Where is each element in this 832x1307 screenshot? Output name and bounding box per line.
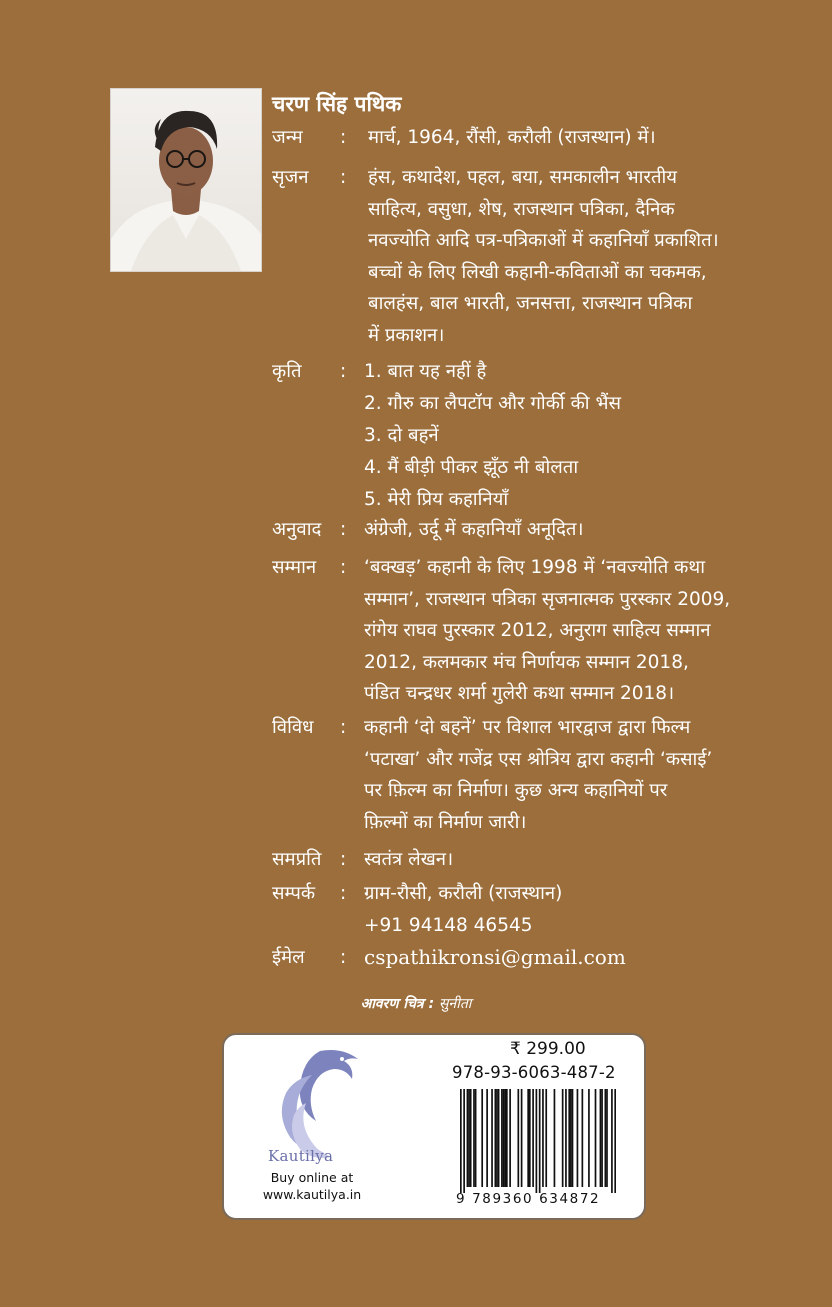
text-line: रांगेय राघव पुरस्कार 2012, अनुराग साहित्य सम्मान: [364, 620, 711, 641]
misc-label: विविध: [272, 717, 314, 738]
author-name: चरण सिंह पथिक: [272, 92, 402, 116]
colon: :: [340, 167, 347, 188]
barcode-bar: [470, 1089, 472, 1187]
barcode-bar: [539, 1089, 541, 1193]
colon: :: [340, 717, 347, 738]
text-line: बच्चों के लिए लिखी कहानी-कविताओं का चकमक,: [368, 261, 707, 283]
barcode-bar: [496, 1089, 498, 1187]
translation-value: अंग्रेजी, उर्दू में कहानियाँ अनूदित।: [364, 519, 584, 540]
barcode-bar: [595, 1089, 597, 1187]
barcode-bar: [529, 1089, 531, 1187]
author-photo: [110, 88, 262, 272]
barcode-bar: [503, 1089, 505, 1187]
buy-online: [252, 1169, 372, 1203]
birth-value: मार्च, 1964, रौंसी, करौली (राजस्थान) में।: [368, 127, 656, 148]
text-line: ‘बक्खड़’ कहानी के लिए 1998 में ‘नवज्योति कथा: [364, 557, 705, 578]
text-line: सम्मान’, राजस्थान पत्रिका सृजनात्मक पुरस्कार 2009,: [364, 588, 731, 610]
barcode-bar: [467, 1089, 469, 1187]
misc-value: [364, 712, 787, 838]
barcode-bar: [521, 1089, 523, 1187]
colon: :: [340, 127, 347, 148]
text-line: साहित्य, वसुधा, शेष, राजस्थान पत्रिका, दैनिक: [368, 198, 675, 220]
text-line: नवज्योति आदि पत्र-पत्रिकाओं में कहानियाँ प्रकाशित।: [368, 230, 719, 251]
barcode-bar: [494, 1089, 496, 1187]
email-label: ईमेल: [272, 947, 305, 968]
contact-phone: +91 94148 46545: [364, 914, 533, 936]
barcode: [460, 1089, 616, 1193]
barcode-bar: [536, 1089, 538, 1193]
barcode-bar: [475, 1089, 477, 1187]
barcode-bar: [572, 1089, 574, 1187]
text-line: में प्रकाशन।: [368, 324, 445, 346]
cover-credit-label: आवरण चित्र :: [360, 996, 435, 1012]
current-value: स्वतंत्र लेखन।: [364, 849, 454, 870]
works-label: कृति: [272, 361, 302, 382]
publisher-url: www.kautilya.in: [262, 1187, 362, 1202]
price-barcode-box: [222, 1033, 646, 1220]
barcode-bar: [601, 1089, 603, 1187]
text-line: 2012, कलमकार मंच निर्णायक सम्मान 2018,: [364, 651, 689, 673]
honors-value: [364, 552, 787, 710]
barcode-bar: [605, 1089, 607, 1187]
creation-value: [368, 162, 787, 351]
barcode-bar: [606, 1089, 608, 1187]
barcode-bar: [577, 1089, 579, 1187]
barcode-bar: [463, 1089, 465, 1193]
colon: :: [340, 557, 347, 578]
colon: :: [340, 519, 347, 540]
contact-value: [364, 878, 787, 941]
text-line: पर फ़िल्म का निर्माण। कुछ अन्य कहानियों पर: [364, 780, 668, 801]
birth-label: जन्म: [272, 127, 303, 148]
barcode-bar: [582, 1089, 584, 1187]
list-item: 3. दो बहनें: [364, 425, 439, 446]
barcode-bar: [498, 1089, 500, 1187]
list-item: 4. मैं बीड़ी पीकर झूँठ नी बोलता: [364, 457, 579, 478]
barcode-bar: [545, 1089, 547, 1187]
cover-credit: [0, 994, 832, 1013]
barcode-bar: [542, 1089, 544, 1187]
text-line: हंस, कथादेश, पहल, बया, समकालीन भारतीय: [368, 167, 678, 188]
barcode-bar: [565, 1089, 567, 1187]
barcode-bar: [554, 1089, 556, 1187]
barcode-bar: [517, 1089, 519, 1187]
colon: :: [340, 883, 347, 904]
colon: :: [340, 849, 347, 870]
barcode-bar: [504, 1089, 506, 1187]
colon: :: [340, 361, 347, 382]
translation-label: अनुवाद: [272, 519, 322, 540]
price: ₹ 299.00: [510, 1039, 586, 1059]
text-line: कहानी ‘दो बहनें’ पर विशाल भारद्वाज द्वारा फिल्म: [364, 717, 691, 738]
contact-label: सम्पर्क: [272, 883, 316, 904]
barcode-bar: [600, 1089, 602, 1187]
barcode-bar: [568, 1089, 570, 1187]
list-item: 5. मेरी प्रिय कहानियाँ: [364, 489, 509, 510]
publisher-name: Kautilya: [268, 1147, 334, 1165]
barcode-bar: [509, 1089, 511, 1187]
barcode-bar: [570, 1089, 572, 1187]
barcode-bar: [473, 1089, 475, 1187]
barcode-bar: [614, 1089, 616, 1193]
barcode-bar: [588, 1089, 590, 1187]
cover-credit-value: सुनीता: [438, 996, 472, 1012]
barcode-bar: [562, 1089, 564, 1187]
barcode-bar: [468, 1089, 470, 1187]
colon: :: [340, 947, 347, 968]
barcode-bar: [491, 1089, 493, 1187]
text-line: फ़िल्मों का निर्माण जारी।: [364, 811, 527, 833]
barcode-bar: [506, 1089, 508, 1187]
works-list: [364, 356, 787, 516]
barcode-number: 9 789360 634872: [456, 1191, 601, 1207]
current-label: समप्रति: [272, 849, 322, 870]
list-item: 2. गौरु का लैपटॉप और गोर्की की भैंस: [364, 393, 621, 414]
barcode-bar: [501, 1089, 503, 1187]
barcode-bar: [460, 1089, 462, 1193]
creation-label: सृजन: [272, 167, 309, 188]
barcode-bar: [611, 1089, 613, 1193]
barcode-bar: [486, 1089, 488, 1187]
honors-label: सम्मान: [272, 557, 317, 578]
email-value: cspathikronsi@gmail.com: [364, 945, 626, 969]
contact-address: ग्राम-रौसी, करौली (राजस्थान): [364, 883, 563, 904]
text-line: ‘पटाखा’ और गजेंद्र एस श्रोत्रिय द्वारा कहानी ‘कसाई’: [364, 748, 713, 770]
text-line: पंडित चन्द्रधर शर्मा गुलेरी कथा सम्मान 2018।: [364, 683, 675, 704]
list-item: 1. बात यह नहीं है: [364, 361, 487, 382]
text-line: बालहंस, बाल भारती, जनसत्ता, राजस्थान पत्रिका: [368, 293, 693, 314]
barcode-bar: [481, 1089, 483, 1187]
barcode-bar: [532, 1089, 534, 1187]
barcode-bar: [527, 1089, 529, 1187]
buy-line: Buy online at: [270, 1170, 354, 1185]
isbn: 978-93-6063-487-2: [452, 1063, 616, 1082]
